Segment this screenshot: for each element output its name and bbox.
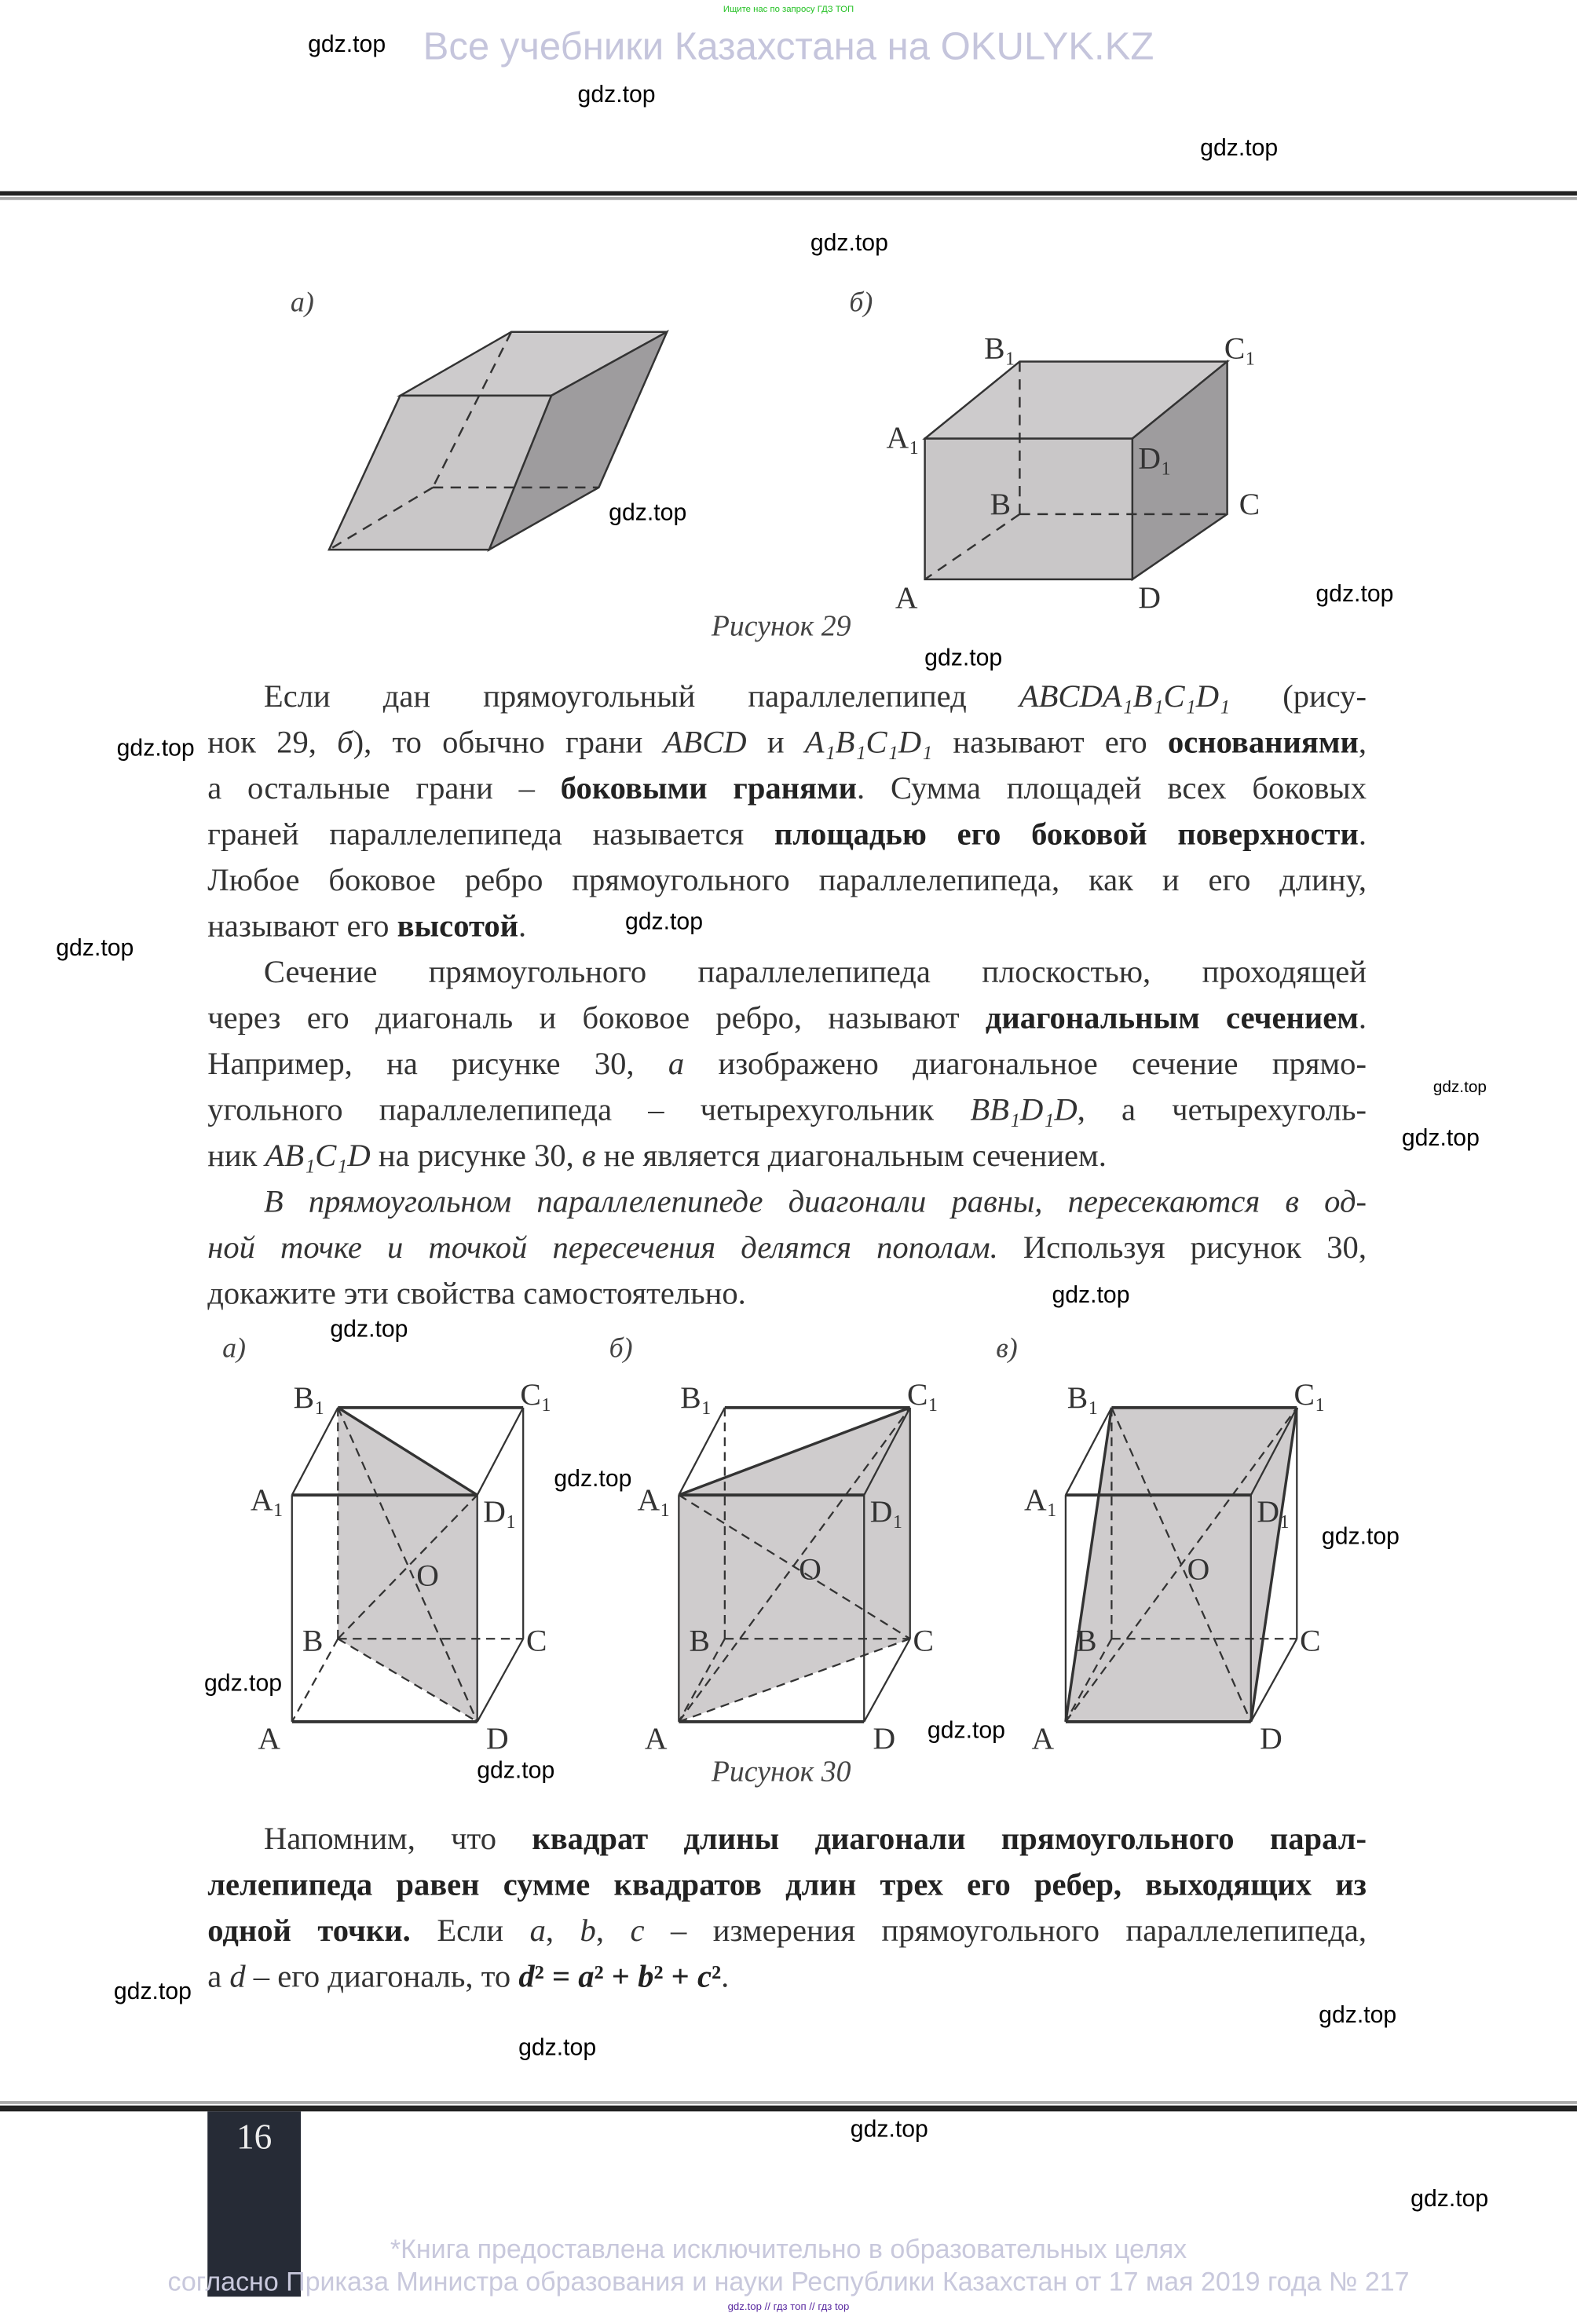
vertex-label-b: B bbox=[302, 1623, 324, 1658]
text-run: в bbox=[581, 1138, 596, 1174]
site-banner[interactable]: Все учебники Казахстана на OKULYK.KZ bbox=[423, 24, 1154, 68]
text-run: через его диагональ и боковое ребро, называют bbox=[207, 999, 986, 1036]
text-run: a bbox=[529, 1913, 546, 1949]
watermark: gdz.top bbox=[624, 909, 703, 935]
vertex-label-b1: B₁ bbox=[1067, 1379, 1100, 1415]
vertex-label-b1: B₁ bbox=[293, 1379, 325, 1415]
text-run: Например, на рисунке 30, bbox=[207, 1046, 668, 1082]
watermark: gdz.top bbox=[1052, 1283, 1130, 1309]
text-line bbox=[207, 1271, 1367, 1317]
text-run: нок 29, bbox=[207, 724, 338, 761]
figure-29-caption: Рисунок 29 bbox=[711, 610, 851, 644]
vertex-label-c1: C₁ bbox=[906, 1377, 939, 1412]
text-run: на рисунке 30, bbox=[370, 1138, 582, 1174]
vertex-label-d: D bbox=[1260, 1720, 1282, 1756]
text-run: основаниями bbox=[1167, 724, 1359, 761]
text-run: площадью его боковой поверхности bbox=[774, 816, 1359, 853]
text-run: . bbox=[1358, 816, 1367, 853]
watermark: gdz.top bbox=[308, 32, 386, 58]
center-label-o: O bbox=[1187, 1551, 1210, 1587]
vertex-label-b: B bbox=[990, 486, 1012, 521]
center-label-o: O bbox=[799, 1551, 821, 1587]
vertex-label-d: D bbox=[873, 1720, 896, 1756]
watermark: gdz.top bbox=[1315, 582, 1394, 608]
text-run: b bbox=[580, 1913, 596, 1949]
edge bbox=[292, 1408, 338, 1495]
watermark: gdz.top bbox=[477, 1759, 555, 1785]
text-run: квадрат длины диагонали прямоугольного парал- bbox=[532, 1821, 1367, 1857]
vertex-label-c: C bbox=[1239, 486, 1261, 521]
text-line bbox=[207, 1134, 1367, 1180]
watermark: gdz.top bbox=[116, 736, 195, 762]
watermark: gdz.top bbox=[810, 231, 888, 257]
vertex-label-a: A bbox=[258, 1720, 280, 1756]
vertex-label-c: C bbox=[1300, 1623, 1321, 1658]
text-run: Если дан прямоугольный параллелепипед bbox=[263, 678, 1019, 714]
vertex-label-a: A bbox=[895, 579, 918, 615]
text-run: одной точки. bbox=[207, 1913, 411, 1949]
text-run: Любое боковое ребро прямоугольного параллелепипеда, как и его длину, bbox=[207, 862, 1367, 898]
vertex-label-c1: C₁ bbox=[1224, 331, 1257, 366]
text-line bbox=[207, 904, 1367, 950]
text-run: не является диагональным сечением. bbox=[595, 1138, 1107, 1174]
text-run: б bbox=[337, 724, 353, 761]
watermark: gdz.top bbox=[113, 1979, 192, 2005]
text-run: d bbox=[518, 1958, 535, 1995]
fig30-box-3 bbox=[996, 1332, 1326, 1756]
vertex-label-c: C bbox=[913, 1623, 934, 1658]
footer-links[interactable]: gdz.top // гдз топ // гдз top bbox=[727, 2302, 850, 2313]
watermark: gdz.top bbox=[577, 82, 656, 108]
watermark: gdz.top bbox=[924, 645, 1003, 671]
text-run: изображено диагональное сечение прямо- bbox=[684, 1046, 1367, 1082]
text-line bbox=[207, 1862, 1367, 1909]
text-run: AB₁C₁D bbox=[265, 1138, 371, 1174]
bottom-rule bbox=[0, 2106, 1577, 2112]
text-run: ник bbox=[207, 1138, 265, 1174]
text-run: ABCDA₁B₁C₁D₁ bbox=[1019, 678, 1231, 714]
text-run: A₁B₁C₁D₁ bbox=[804, 724, 933, 761]
text-line bbox=[207, 996, 1367, 1042]
text-line bbox=[207, 812, 1367, 858]
text-run: . bbox=[1358, 999, 1367, 1036]
text-run: , а четырехуголь- bbox=[1077, 1091, 1367, 1128]
vertex-label-a1: A₁ bbox=[1024, 1482, 1058, 1518]
text-run: ной точке и точкой пересечения делятся пополам. bbox=[207, 1230, 998, 1266]
text-run: Если bbox=[410, 1913, 530, 1949]
fig29-label-b: б) bbox=[849, 286, 873, 318]
vertex-label-c1: C₁ bbox=[520, 1377, 552, 1412]
footer-notice-2: согласно Приказа Министра образования и науки Республики Казахстан от 17 мая 2019 года № 217 bbox=[167, 2267, 1410, 2297]
vertex-label-a1: A₁ bbox=[886, 419, 920, 455]
text-run: . bbox=[518, 908, 527, 945]
text-run: (рису- bbox=[1230, 678, 1367, 714]
page-number: 16 bbox=[236, 2118, 273, 2158]
text-run: называют его bbox=[207, 908, 397, 945]
text-line bbox=[207, 1909, 1367, 1955]
text-line bbox=[207, 674, 1367, 721]
watermark: gdz.top bbox=[850, 2117, 928, 2143]
text-run: c bbox=[697, 1958, 712, 1995]
vertex-label-b: B bbox=[689, 1623, 710, 1658]
text-run: BB₁D₁D bbox=[970, 1091, 1078, 1128]
vertex-label-a1: A₁ bbox=[637, 1482, 671, 1518]
text-run: a bbox=[578, 1958, 595, 1995]
vertex-label-b: B bbox=[1076, 1623, 1097, 1658]
watermark: gdz.top bbox=[1432, 1078, 1487, 1097]
text-run: b bbox=[638, 1958, 654, 1995]
text-run: В прямоугольном параллелепипеде диагонали равны, пересекаются в од- bbox=[263, 1183, 1367, 1220]
text-run: называют его bbox=[932, 724, 1168, 761]
fig30-sublabel: в) bbox=[996, 1332, 1018, 1364]
figure-29 bbox=[0, 0, 1577, 667]
watermark: gdz.top bbox=[56, 936, 134, 962]
text-run: , bbox=[595, 1913, 631, 1949]
watermark: gdz.top bbox=[518, 2036, 597, 2062]
text-run: d bbox=[229, 1958, 246, 1995]
text-run: лелепипеда равен сумме квадратов длин трех его ребер, выходящих из bbox=[207, 1866, 1367, 1903]
text-run: а bbox=[668, 1046, 685, 1082]
watermark: gdz.top bbox=[1411, 2187, 1489, 2213]
watermark: gdz.top bbox=[1319, 2003, 1397, 2029]
vertex-label-d: D bbox=[1138, 579, 1161, 615]
fig30-box-2 bbox=[609, 1332, 939, 1756]
text-run: , bbox=[545, 1913, 580, 1949]
watermark: gdz.top bbox=[554, 1467, 632, 1493]
text-line bbox=[207, 766, 1367, 813]
edge bbox=[477, 1408, 524, 1495]
main-text bbox=[207, 674, 1367, 1317]
text-line bbox=[207, 720, 1367, 766]
text-run: ² + bbox=[594, 1958, 638, 1995]
text-run: диагональным сечением bbox=[985, 999, 1359, 1036]
figure-30-caption: Рисунок 30 bbox=[711, 1756, 851, 1789]
text-run: Напомним, что bbox=[263, 1821, 532, 1857]
text-run: , bbox=[1358, 724, 1367, 761]
text-run: докажите эти свойства самостоятельно. bbox=[207, 1275, 746, 1312]
watermark: gdz.top bbox=[1200, 136, 1279, 162]
fig30-sublabel: б) bbox=[609, 1332, 633, 1364]
search-hint: Ищите нас по запросу ГДЗ ТОП bbox=[723, 5, 854, 15]
text-run: . Сумма площадей всех боковых bbox=[857, 770, 1367, 806]
fig30-sublabel: а) bbox=[222, 1332, 246, 1364]
vertex-label-a1: A₁ bbox=[250, 1482, 284, 1518]
bottom-rule-light bbox=[0, 2101, 1577, 2104]
text-line bbox=[207, 858, 1367, 904]
watermark: gdz.top bbox=[203, 1671, 283, 1697]
text-line bbox=[207, 1954, 1367, 2001]
vertex-label-c: C bbox=[525, 1623, 547, 1658]
text-run: c bbox=[630, 1913, 645, 1949]
edge bbox=[477, 1639, 524, 1722]
text-line bbox=[207, 1817, 1367, 1863]
vertex-label-b1: B₁ bbox=[984, 331, 1016, 366]
vertex-label-c1: C₁ bbox=[1293, 1377, 1326, 1412]
fig29-label-a: а) bbox=[290, 286, 314, 318]
rectangular-parallelepiped bbox=[925, 361, 1228, 579]
watermark: gdz.top bbox=[330, 1317, 408, 1343]
text-line bbox=[207, 1087, 1367, 1134]
vertex-label-a: A bbox=[644, 1720, 668, 1756]
vertex-label-d: D bbox=[486, 1720, 509, 1756]
text-run: ² bbox=[711, 1958, 722, 1995]
text-run: . bbox=[721, 1958, 730, 1995]
text-run: высотой bbox=[397, 908, 519, 945]
vertex-label-d1: D₁ bbox=[1257, 1494, 1290, 1529]
text-run: граней параллелепипеда называется bbox=[207, 816, 774, 853]
text-run: а bbox=[207, 1958, 230, 1995]
text-run: Сечение прямоугольного параллелепипеда плоскостью, проходящей bbox=[263, 954, 1367, 990]
text-run: ), то обычно грани bbox=[353, 724, 664, 761]
text-run: – его диагональ, то bbox=[245, 1958, 519, 1995]
watermark: gdz.top bbox=[927, 1719, 1005, 1745]
text-run: ABCD bbox=[663, 724, 747, 761]
vertex-label-d1: D₁ bbox=[869, 1494, 904, 1529]
text-run: угольного параллелепипеда – четырехугольник bbox=[207, 1091, 971, 1128]
text-line bbox=[207, 1179, 1367, 1226]
watermark: gdz.top bbox=[609, 500, 687, 526]
text-run: Используя рисунок 30, bbox=[997, 1230, 1367, 1266]
text-run: а остальные грани – bbox=[207, 770, 561, 806]
text-line bbox=[207, 950, 1367, 996]
center-label-o: O bbox=[416, 1558, 439, 1593]
text-run: – измерения прямоугольного параллелепипеда, bbox=[644, 1913, 1367, 1949]
vertex-label-a: A bbox=[1031, 1720, 1055, 1756]
footer-notice-1: *Книга предоставлена исключительно в образовательных целях bbox=[390, 2234, 1187, 2264]
text-line bbox=[207, 1226, 1367, 1272]
text-run: ² + bbox=[653, 1958, 697, 1995]
vertex-label-d1: D₁ bbox=[483, 1494, 517, 1529]
text-run: и bbox=[746, 724, 805, 761]
vertex-label-b1: B₁ bbox=[680, 1379, 712, 1415]
watermark: gdz.top bbox=[1401, 1126, 1480, 1152]
text-line bbox=[207, 1042, 1367, 1088]
text-run: ² = bbox=[534, 1958, 579, 1995]
diagonal-theorem-text bbox=[207, 1817, 1367, 2001]
vertex-label-d1: D₁ bbox=[1138, 440, 1172, 476]
watermark: gdz.top bbox=[1321, 1524, 1400, 1551]
text-run: боковыми гранями bbox=[560, 770, 858, 806]
